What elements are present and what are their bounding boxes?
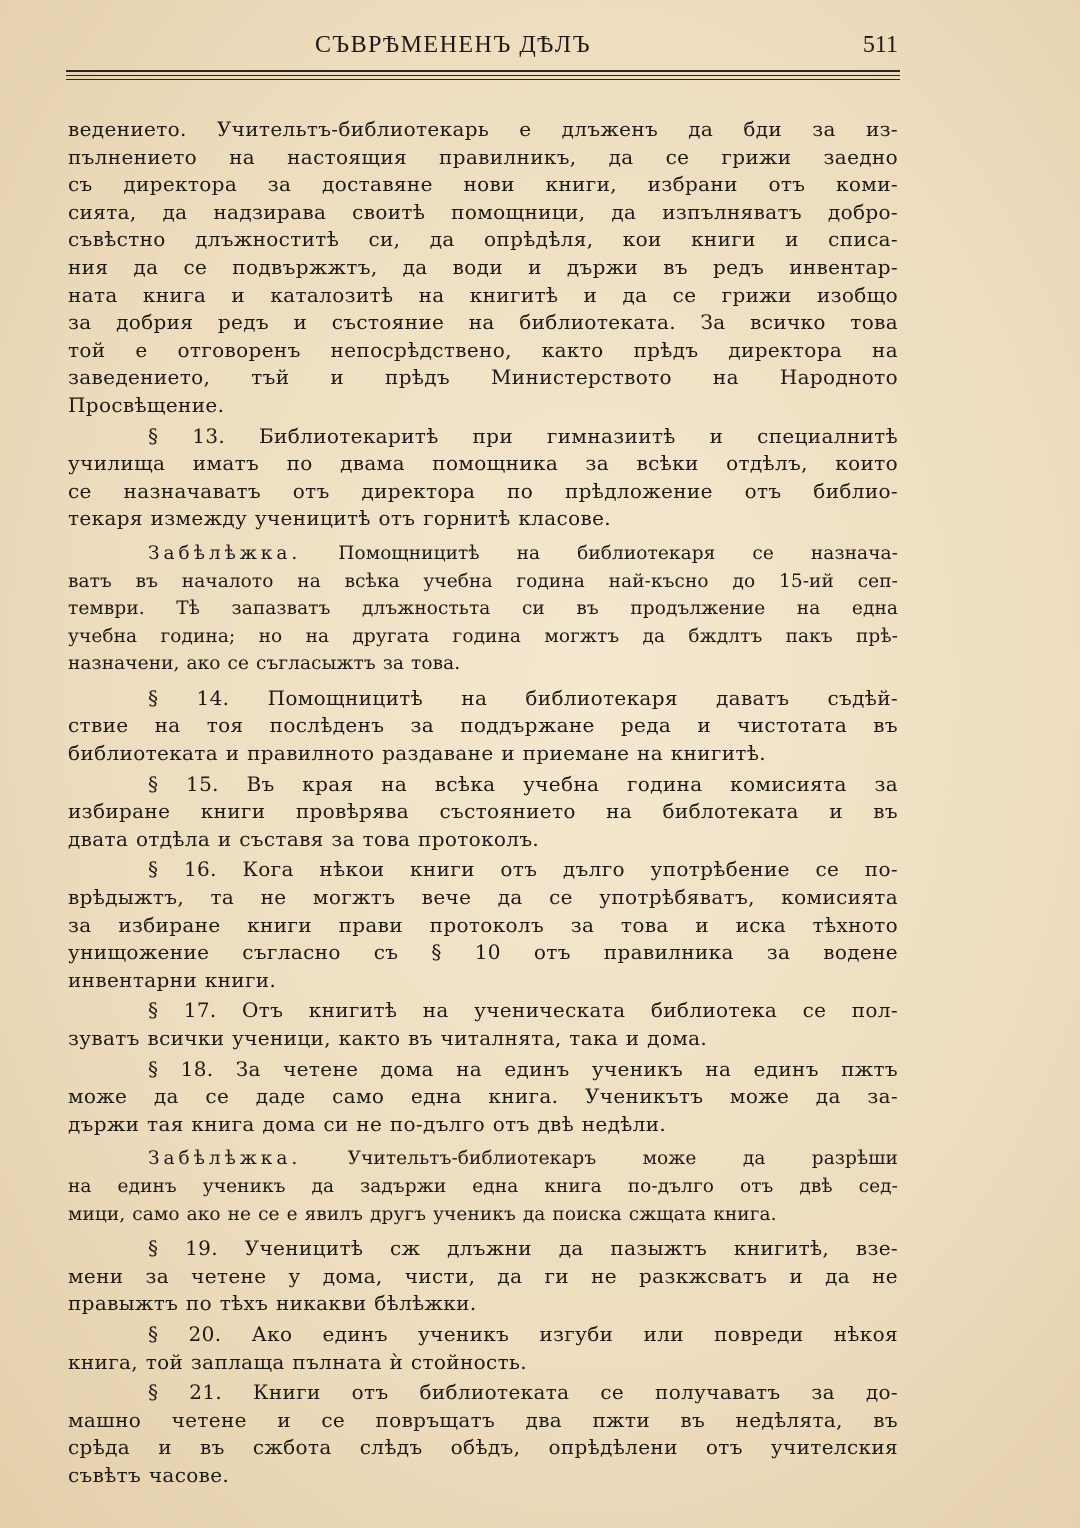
text-line [68, 1111, 898, 1139]
text-line [68, 1025, 898, 1053]
text-line [68, 967, 898, 995]
line-text: библиотеката и правилното раздаване и приемане на книгитѣ. [68, 741, 766, 766]
paragraph-gap [68, 1138, 898, 1145]
text-line [68, 1263, 898, 1291]
line-text: съ директора за доставяне нови книги, избрани отъ коми- [68, 172, 898, 197]
text-line [68, 771, 898, 799]
text-paragraph [68, 1235, 898, 1318]
text-line [68, 1173, 898, 1201]
header-rule-thick [66, 70, 900, 72]
line-text: Просвѣщение. [68, 392, 225, 417]
line-text: двата отдѣла и съставя за това протоколъ. [68, 826, 540, 851]
line-text: § 18. За четене дома на единъ ученикъ на единъ пжтъ [148, 1056, 898, 1081]
text-line [68, 144, 898, 172]
text-line [68, 1321, 898, 1349]
text-line [68, 309, 898, 337]
text-line [68, 685, 898, 713]
line-text: ния да се подвържжтъ, да води и държи въ редъ инвентар- [68, 254, 898, 279]
text-line [68, 798, 898, 826]
line-text: ствие на тоя послѣденъ за поддържане реда и чистотата въ [68, 713, 898, 738]
note-paragraph [68, 1145, 898, 1228]
text-line [68, 392, 898, 420]
header-rule-thin-lower [66, 79, 900, 80]
line-text: унищожение съгласно съ § 10 отъ правилника за водене [68, 940, 898, 965]
line-text: инвентарни книги. [68, 967, 277, 992]
text-line [68, 884, 898, 912]
line-text: ватъ въ началото на всѣка учебна година най-късно до 15-ий сеп- [68, 570, 898, 592]
line-text: Учительтъ-библиотекаръ може да разрѣши [347, 1148, 898, 1170]
line-text: сията, да надзирава своитѣ помощници, да изпълняватъ добро- [68, 199, 898, 224]
line-text: текаря измежду ученицитѣ отъ горнитѣ класове. [68, 506, 611, 531]
text-line [68, 1379, 898, 1407]
text-line [68, 826, 898, 854]
text-line [68, 364, 898, 392]
text-paragraph [68, 423, 898, 533]
text-line [68, 1434, 898, 1462]
text-paragraph [68, 685, 898, 768]
header-rule-thin [66, 75, 900, 76]
paragraph-gap [68, 533, 898, 540]
text-line [68, 478, 898, 506]
line-text: ведението. Учительтъ-библиотекарь е длъженъ да бди за из- [68, 117, 898, 141]
text-line [68, 226, 898, 254]
line-text: за избиране книги прави протоколъ за това и иска тѣхното [68, 912, 898, 937]
line-text: се назначаватъ отъ директора по прѣдложение отъ библио- [68, 478, 898, 503]
line-text: § 21. Книги отъ библиотеката се получаватъ за до- [148, 1380, 898, 1405]
text-paragraph [68, 116, 898, 420]
line-text: § 13. Библиотекаритѣ при гимназиитѣ и специалнитѣ [148, 423, 898, 448]
line-text: той е отговоренъ непосрѣдствено, както прѣдъ директора на [68, 337, 898, 362]
note-label: Забѣлѣжка. [148, 542, 302, 564]
running-title: СЪВРѢМЕНЕНЪ ДѢЛЪ [314, 32, 592, 58]
paragraph-gap [68, 1228, 898, 1235]
text-line [68, 116, 898, 144]
text-line [68, 939, 898, 967]
text-line [68, 1290, 898, 1318]
text-line [68, 912, 898, 940]
page-number: 511 [862, 32, 898, 58]
note-label: Забѣлѣжка. [148, 1148, 302, 1170]
line-text: пълнението на настоящия правилникъ, да се грижи заедно [68, 144, 898, 169]
line-text: тември. Тѣ запазватъ длъжностьта си въ продължение на една [68, 598, 898, 620]
line-text: съвѣстно длъжноститѣ си, да опрѣдѣля, кои книги и списа- [68, 227, 898, 252]
text-line [68, 712, 898, 740]
line-text: мици, само ако не се е явилъ другъ ученикъ да поиска сжщата книга. [68, 1203, 777, 1225]
line-text: заведението, тъй и прѣдъ Министерството на Народното [68, 365, 898, 390]
text-line [68, 1349, 898, 1377]
line-text: съвѣтъ часове. [68, 1462, 230, 1487]
line-text: може да се даде само една книга. Ученикътъ може да за- [68, 1084, 898, 1109]
text-paragraph [68, 856, 898, 994]
text-paragraph [68, 1321, 898, 1376]
line-text: § 14. Помощницитѣ на библиотекаря даватъ съдѣй- [148, 685, 898, 710]
text-line [68, 282, 898, 310]
text-line [68, 1201, 898, 1229]
text-line [68, 997, 898, 1025]
text-line [68, 650, 898, 678]
body-text [68, 116, 898, 1490]
text-paragraph [68, 1379, 898, 1489]
text-line [68, 337, 898, 365]
line-text: учебна година; но на другата година могжтъ да бждлтъ пакъ прѣ- [68, 625, 898, 647]
text-paragraph [68, 1056, 898, 1139]
line-text: § 20. Ако единъ ученикъ изгуби или повреди нѣкоя [148, 1321, 898, 1346]
text-line [68, 1462, 898, 1490]
text-paragraph [68, 997, 898, 1052]
line-text: срѣда и въ сжбота слѣдъ обѣдъ, опрѣдѣлени отъ учителския [68, 1435, 898, 1460]
line-text: § 16. Кога нѣкои книги отъ дълго употрѣбение се по- [148, 857, 898, 882]
text-line [68, 1145, 898, 1173]
line-text: училища иматъ по двама помощника за всѣки отдѣлъ, които [68, 451, 898, 476]
text-line [68, 171, 898, 199]
line-text: Помощницитѣ на библиотекаря се назнача- [338, 542, 899, 564]
line-text: книга, той заплаща пълната ѝ стойность. [68, 1349, 527, 1374]
text-line [68, 254, 898, 282]
line-text: зуватъ всички ученици, както въ читалнята, така и дома. [68, 1026, 708, 1050]
paragraph-gap [68, 678, 898, 685]
line-text: държи тая книга дома си не по-дълго отъ двѣ недѣли. [68, 1111, 667, 1136]
line-text: машно четене и се повръщатъ два пжти въ недѣлята, въ [68, 1407, 898, 1432]
text-line [68, 505, 898, 533]
line-text: § 15. Въ края на всѣка учебна година комисията за [148, 771, 898, 796]
note-paragraph [68, 540, 898, 678]
line-text: § 17. Отъ книгитѣ на ученическата библиотека се пол- [148, 998, 898, 1023]
text-line [68, 1235, 898, 1263]
text-line [68, 1407, 898, 1435]
page-header [68, 28, 898, 68]
text-line [68, 1083, 898, 1111]
text-line [68, 540, 898, 568]
text-line [68, 1056, 898, 1084]
line-text: правыжтъ по тѣхъ никакви бѣлѣжки. [68, 1291, 477, 1316]
text-line [68, 199, 898, 227]
line-text: мени за четене у дома, чисти, да ги не разкжсватъ и да не [68, 1263, 898, 1288]
line-text: врѣдыжтъ, та не могжтъ вече да се употрѣбяватъ, комисията [68, 885, 898, 910]
line-text: назначени, ако се съгласыжтъ за това. [68, 653, 461, 675]
line-text: за добрия редъ и състояние на библиотеката. За всичко това [68, 310, 898, 335]
text-line [68, 623, 898, 651]
text-line [68, 423, 898, 451]
text-paragraph [68, 771, 898, 854]
line-text: избиране книги провѣрява състоянието на библотеката и въ [68, 799, 898, 824]
text-line [68, 856, 898, 884]
text-line [68, 740, 898, 768]
line-text: ната книга и каталозитѣ на книгитѣ и да се грижи изобщо [68, 282, 898, 307]
line-text: § 19. Ученицитѣ сж длъжни да пазыжтъ книгитѣ, взе- [148, 1236, 898, 1261]
text-line [68, 568, 898, 596]
text-line [68, 595, 898, 623]
text-line [68, 450, 898, 478]
line-text: на единъ ученикъ да задържи една книга по-дълго отъ двѣ сед- [68, 1175, 898, 1197]
